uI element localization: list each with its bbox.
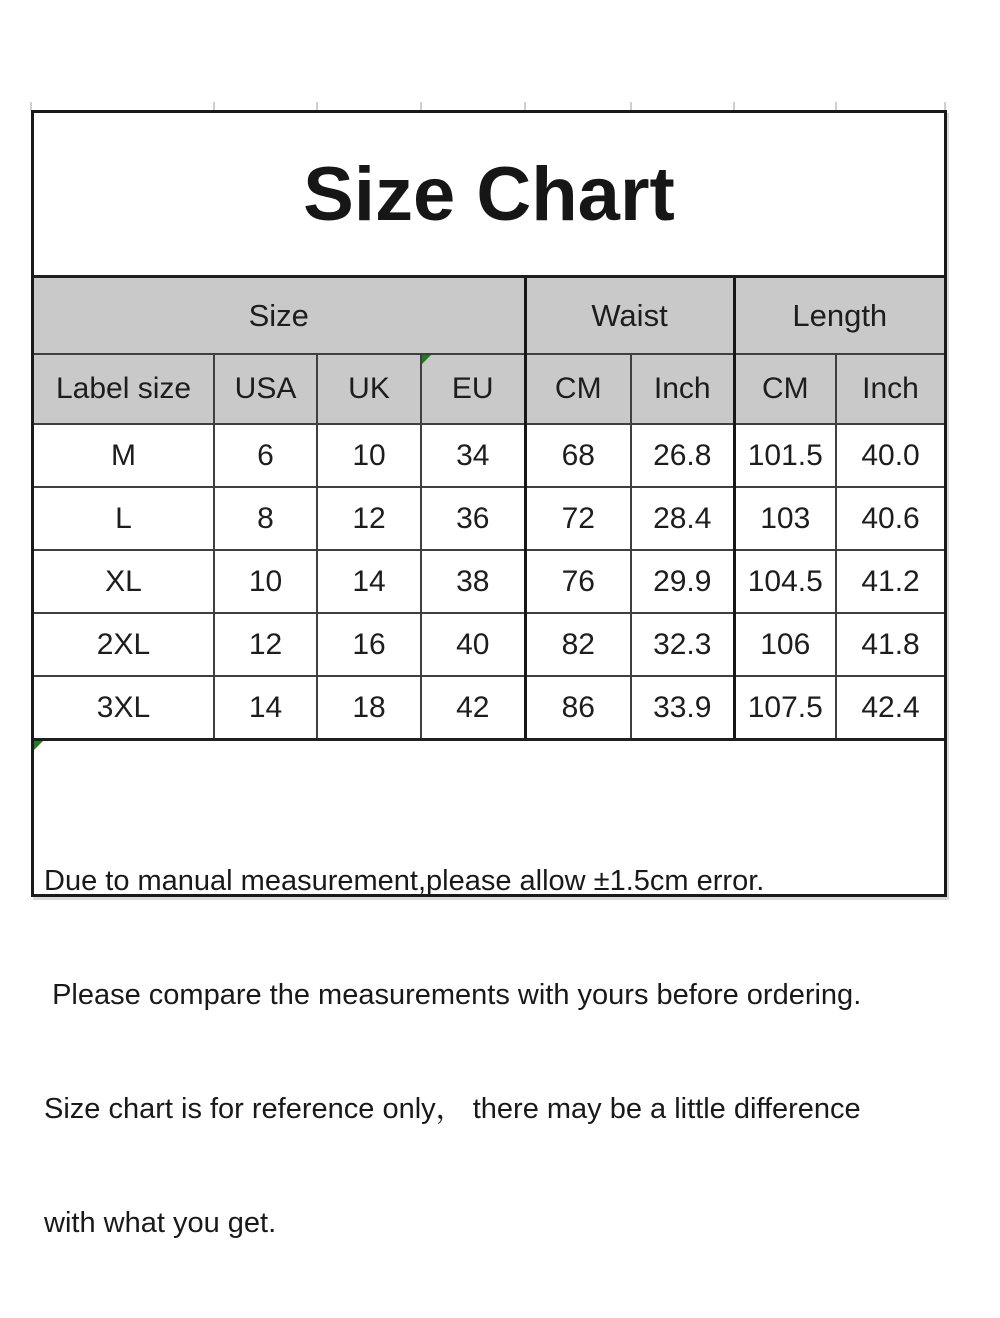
cell-length-inch: 40.6 [836, 487, 944, 550]
cell-waist-inch: 32.3 [631, 613, 734, 676]
cell-eu: 36 [421, 487, 525, 550]
grid-tick [944, 102, 946, 110]
col-header-label-size: Label size [34, 354, 214, 424]
cell-waist-cm: 76 [525, 550, 631, 613]
cell-waist-cm: 86 [525, 676, 631, 738]
group-header-size: Size [34, 278, 525, 354]
cell-waist-inch: 28.4 [631, 487, 734, 550]
note-line: Due to manual measurement,please allow ±1.5cm error. [44, 865, 765, 897]
cell-label-size: XL [34, 550, 214, 613]
cell-usa: 8 [214, 487, 317, 550]
col-header-eu-label: EU [451, 372, 494, 405]
cell-length-inch: 41.8 [836, 613, 944, 676]
col-header-length-inch: Inch [836, 354, 944, 424]
table-row [34, 550, 944, 613]
cell-waist-inch: 26.8 [631, 424, 734, 487]
cell-eu: 40 [421, 613, 525, 676]
group-header-waist: Waist [525, 278, 734, 354]
cell-waist-cm: 82 [525, 613, 631, 676]
cell-length-inch: 42.4 [836, 676, 944, 738]
cell-label-size: L [34, 487, 214, 550]
note-line: Size chart is for reference only， there may be a little difference [44, 1093, 861, 1125]
table-row [34, 424, 944, 487]
grid-tick [630, 102, 632, 110]
col-header-uk: UK [317, 354, 421, 424]
cell-usa: 6 [214, 424, 317, 487]
cell-uk: 14 [317, 550, 421, 613]
note-line: Please compare the measurements with yours before ordering. [44, 979, 862, 1011]
cell-length-cm: 106 [734, 613, 836, 676]
cell-length-cm: 103 [734, 487, 836, 550]
cell-uk: 16 [317, 613, 421, 676]
size-chart-frame [31, 110, 947, 1239]
cell-usa: 10 [214, 550, 317, 613]
cell-length-cm: 104.5 [734, 550, 836, 613]
grid-tick [420, 102, 422, 110]
cell-eu: 42 [421, 676, 525, 738]
cell-eu: 38 [421, 550, 525, 613]
cell-uk: 12 [317, 487, 421, 550]
cell-uk: 18 [317, 676, 421, 738]
note-line: with what you get. [44, 1207, 277, 1239]
cell-length-inch: 41.2 [836, 550, 944, 613]
table-group-header-row [34, 278, 944, 354]
cell-flag-icon [34, 741, 43, 750]
cell-length-inch: 40.0 [836, 424, 944, 487]
measurement-notes [34, 738, 944, 1318]
grid-tick [30, 102, 32, 110]
grid-tick [524, 102, 526, 110]
grid-tick [835, 102, 837, 110]
cell-length-cm: 107.5 [734, 676, 836, 738]
col-header-length-cm: CM [734, 354, 836, 424]
cell-waist-cm: 72 [525, 487, 631, 550]
cell-length-cm: 101.5 [734, 424, 836, 487]
grid-tick [733, 102, 735, 110]
cell-label-size: M [34, 424, 214, 487]
cell-flag-icon [422, 355, 431, 364]
col-header-waist-inch: Inch [631, 354, 734, 424]
col-header-eu [421, 354, 525, 424]
page-title: Size Chart [34, 113, 944, 278]
cell-label-size: 3XL [34, 676, 214, 738]
cell-usa: 14 [214, 676, 317, 738]
cell-uk: 10 [317, 424, 421, 487]
table-row [34, 676, 944, 738]
col-header-waist-cm: CM [525, 354, 631, 424]
grid-tick [316, 102, 318, 110]
grid-tick [213, 102, 215, 110]
cell-waist-cm: 68 [525, 424, 631, 487]
cell-label-size: 2XL [34, 613, 214, 676]
group-header-length: Length [734, 278, 944, 354]
cell-eu: 34 [421, 424, 525, 487]
size-table [34, 278, 944, 738]
table-row [34, 613, 944, 676]
cell-waist-inch: 29.9 [631, 550, 734, 613]
col-header-usa: USA [214, 354, 317, 424]
cell-usa: 12 [214, 613, 317, 676]
table-row [34, 487, 944, 550]
cell-waist-inch: 33.9 [631, 676, 734, 738]
table-column-header-row [34, 354, 944, 424]
